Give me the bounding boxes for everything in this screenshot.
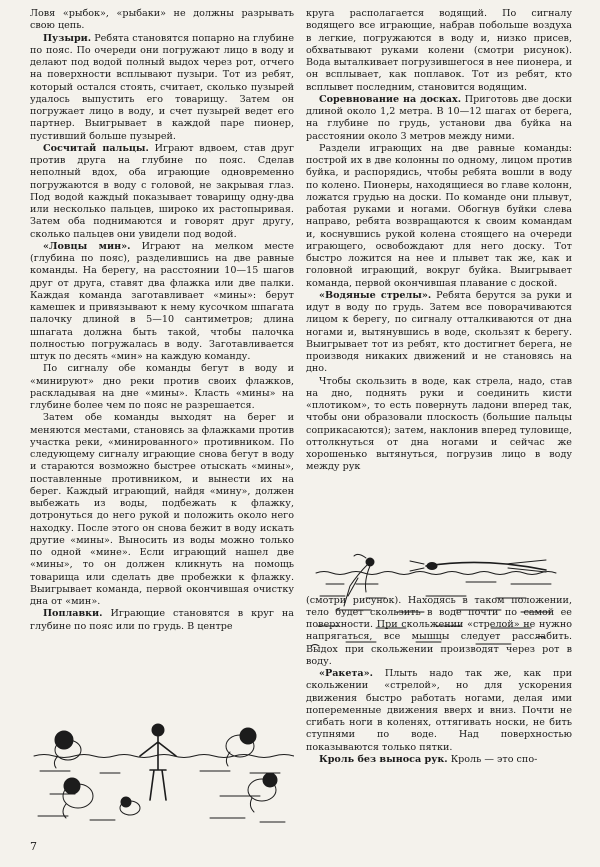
paragraph-text: Играющие становятся в круг на глубине по пояс или по грудь. В центре: [30, 608, 294, 632]
game-title: Сосчитай пальцы.: [43, 142, 149, 154]
game-title: Поплавки.: [43, 608, 103, 620]
game-title: Соревнование на досках.: [319, 93, 462, 105]
paragraph-text: Ребята становятся попарно на глубине по пояс. По очереди они погружают лицо в воду и делают под водой полный выдох через рот, отчего на поверхности всплывают пузыри. Тот из ребят, который остался стоять, считает, сколько пузырей удалось выпустить его товарищу. Затем он погружает лицо в воду, и счет пузырей ведет его партнер. Выигрывает в каждой паре пионер, пустивший больше пузырей.: [30, 32, 294, 142]
paragraph: [30, 33, 294, 143]
game-title: «Ракета».: [319, 668, 373, 679]
paragraph: [30, 8, 294, 33]
game-title: Пузыри.: [43, 32, 92, 44]
glide-drawing: [306, 538, 572, 654]
paragraph: [30, 363, 294, 412]
paragraph-text: Раздели играющих на две равные команды: построй их в две колонны по одному, лицом против буйка, и распорядись, чтобы ребята вошли в воду по колено. Пионеры, находящиеся во главе колонн, ложатся грудью на доски. По команде они плывут, работая руками и ногами. Обогнув буйки слева направо, ребята возвращаются к своим командам и, коснувшись рукой колена стоящего на очереди играющего, освобождают для него доску. Тот быстро ложится на нее и плывет так же, как и головной играющий, вокруг буйка. Выигрывает команда, первой окончившая плавание с доской.: [306, 142, 572, 289]
paragraph: [306, 668, 572, 754]
paragraph-text: (смотри рисунок). Находясь в таком положении, тело будет скользить в воде почти по самой ее поверхности. При скольжении «стрелой» не нужно напрягаться, все мышцы следует расслабить. Выдох при скольжении производят через рот в воду.: [306, 594, 572, 667]
paragraph: [306, 8, 572, 94]
paragraph-text: Затем обе команды выходят на берег и меняются местами, становясь за флажками против участка реки, «минированного» противником. По следующему сигналу играющие снова бегут в воду и стараются возможно быстрее отыскать «мины», поставленные противником, и вынести их на берег. Каждый играющий, найдя «мину», должен выбежать из воды, подбежать к флажку, дотронуться до него рукой и положить около него находку. После этого он снова бежит в воду искать другие «мины». Выносить из воды можно только по одной «мине». Если играющий нашел две «мины», то он должен кликнуть на помощь товарища или сделать две пробежки к флажку. Выигрывает команда, первой окончившая очистку дна от «мин».: [30, 412, 294, 607]
paragraph: [30, 412, 294, 608]
paragraph-text: Чтобы скользить в воде, как стрела, надо, став на дно, поднять руки и соединить кисти «плотиком», то есть повернуть ладони вперед так, чтобы они образовали плоскость (большие пальцы соприкасаются); затем, наклонив вперед туловище, оттолкнуться от дна ногами и сейчас же хорошенько вытянуться, погрузив лицо в воду между рук: [306, 375, 572, 473]
paragraph: [306, 376, 572, 474]
page-number: 7: [30, 840, 37, 853]
paragraph: [30, 143, 294, 241]
floats-drawing: [30, 716, 294, 836]
paragraph-text: круга располагается водящий. По сигналу водящего все играющие, набрав побольше воздуха в легкие, погружаются в воду и, низко присев, обхватывают руками колени (смотри рисунок). Вода выталкивает погрузившегося в нее пионера, и он всплывает, как поплавок. Тот из ребят, кто всплывет последним, становится водящим.: [306, 8, 572, 93]
paragraph: [306, 143, 572, 290]
floats-circle-illustration: [30, 716, 294, 836]
game-title: Кроль без выноса рук.: [319, 753, 448, 765]
paragraph-text: Плыть надо так же, как при скольжении «стрелой», но для ускорения движения быстро работать ногами, делая ими попеременные движения вверх и вниз. Почти не сгибать ноги в коленях, оттягивать носки, не бить ступнями по воде. Над поверхностью показываются только пятки.: [306, 668, 572, 753]
paragraph-text: Кроль — это спо-: [447, 753, 538, 765]
paragraph: [30, 608, 294, 633]
paragraph-text: Ловя «рыбок», «рыбаки» не должны разрывать свою цепь.: [30, 8, 294, 32]
paragraph: [306, 290, 572, 376]
water-arrows-glide-illustration: [306, 538, 572, 654]
paragraph-text: Играют вдвоем, став друг против друга на глубине по пояс. Сделав неполный вдох, оба играющие одновременно погружаются в воду с головой, не закрывая глаз. Под водой каждый показывает товарищу одну-два или несколько пальцев, широко их растопыривая. Затем оба поднимаются и говорят друг другу, сколько пальцев они увидели под водой.: [30, 142, 294, 240]
left-column: [30, 8, 294, 633]
game-title: «Ловцы мин».: [43, 240, 131, 252]
paragraph-text: По сигналу обе команды бегут в воду и «минируют» дно реки против своих флажков, раскладывая на дне «мины». Класть «мины» на глубине более чем по пояс не разрешается.: [30, 363, 294, 411]
paragraph: [306, 94, 572, 143]
paragraph: [30, 241, 294, 364]
paragraph-text: Ребята берутся за руки и идут в воду по грудь. Затем все поворачиваются лицом к берегу, по сигналу отталкиваются от дна ногами и, вытянувшись в воде, скользят к берегу. Выигрывает тот из ребят, кто достигнет берега, не производя никаких движений и не становясь на дно.: [306, 289, 572, 375]
paragraph-text: Играют на мелком месте (глубина по пояс), разделившись на две равные команды. На берегу, на расстоянии 10—15 шагов друг от друга, ставят два флажка или две палки. Каждая команда заготавливает «мины»: берут камешек и привязывают к нему кусочком шпагата палочку длиной в 5—10 сантиметров; длина шпагата должна быть такой, чтобы палочка полностью погружалась в воду. Заготавливается штук по десять «мин» на каждую команду.: [30, 240, 294, 362]
paragraph: [306, 754, 572, 766]
paragraph-text: Приготовь две доски длиной около 1,2 метра. В 10—12 шагах от берега, на глубине по грудь, установи два буйка на расстоянии около 3 метров между ними.: [306, 93, 572, 142]
game-title: «Водяные стрелы».: [319, 289, 432, 301]
